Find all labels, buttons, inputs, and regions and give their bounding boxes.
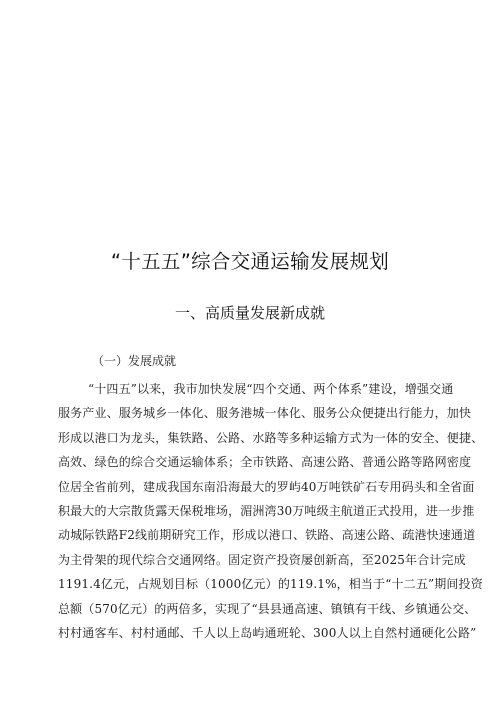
paragraph-line: 总额（570亿元）的两倍多，实现了“县县通高速、镇镇有干线、乡镇通公交、 — [58, 601, 477, 616]
paragraph-line: “十四五”以来，我市加快发展“四个交通、两个体系”建设，增强交通 — [88, 382, 454, 396]
body-paragraph — [58, 377, 484, 645]
sub-heading: （一）发展成就 — [92, 354, 177, 368]
paragraph-line: 形成以港口为龙头，集铁路、公路、水路等多种运输方式为一体的安全、便捷、 — [58, 430, 484, 445]
section-heading: 一、高质量发展新成就 — [174, 304, 325, 322]
document-title: “十五五”综合交通运输发展规划 — [110, 250, 390, 273]
paragraph-line: 服务产业、服务城乡一体化、服务港城一体化、服务公众便捷出行能力，加快 — [58, 406, 472, 421]
paragraph-line: 位居全省前列，建成我国东南沿海最大的罗屿40万吨铁矿石专用码头和全省面 — [58, 479, 475, 494]
paragraph-line: 高效、绿色的综合交通运输体系；全市铁路、高速公路、普通公路等路网密度 — [58, 455, 472, 470]
paragraph-line: 动城际铁路F2线前期研究工作，形成以港口、铁路、高速公路、疏港快速通道 — [58, 528, 476, 543]
paragraph-line: 为主骨架的现代综合交通网络。固定资产投资屡创新高，至2025年合计完成 — [58, 552, 466, 567]
paragraph-line: 村村通客车、村村通邮、千人以上岛屿通班轮、300人以上自然村通硬化公路” — [58, 625, 477, 640]
paragraph-line: 积最大的大宗散货露天保税堆场，湄洲湾30万吨级主航道正式投用，进一步推 — [58, 503, 475, 518]
paragraph-line: 1191.4亿元，占规划目标（1000亿元）的119.1%，相当于“十二五”期间投资 — [58, 577, 483, 592]
